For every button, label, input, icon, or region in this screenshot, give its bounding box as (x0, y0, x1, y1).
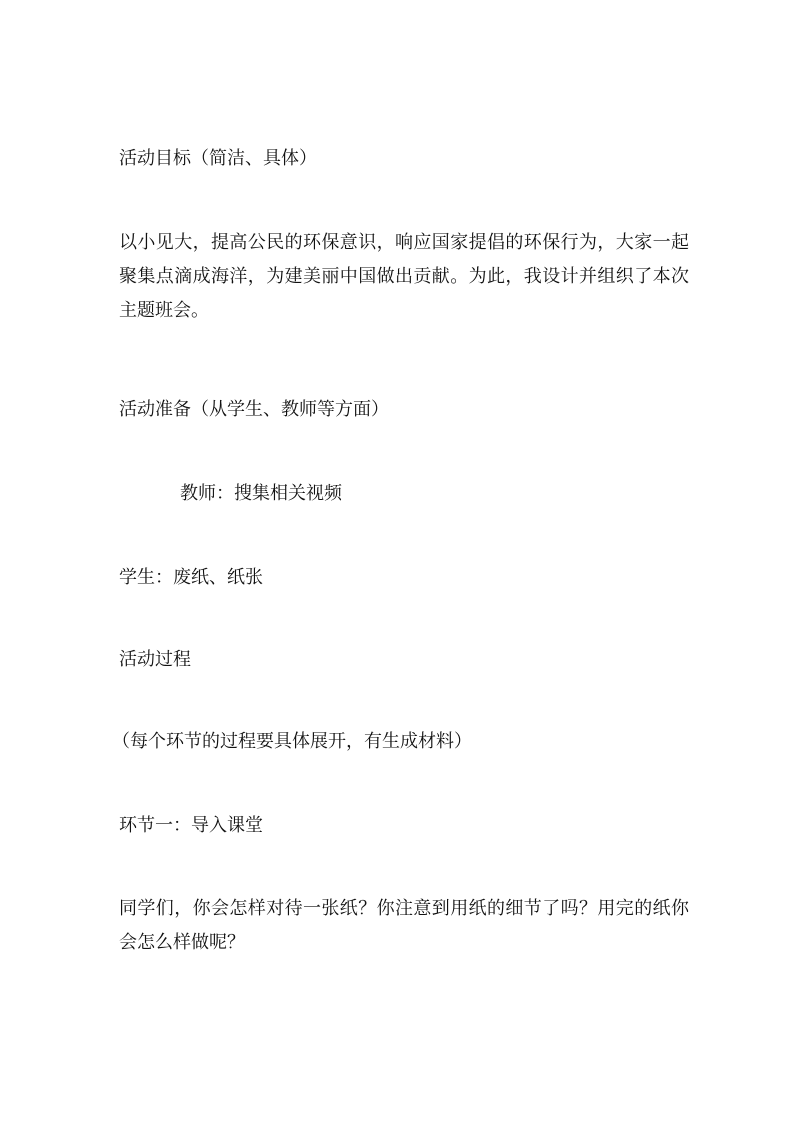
heading-activity-preparation: 活动准备（从学生、教师等方面） (119, 399, 389, 420)
teacher-preparation: 教师：搜集相关视频 (180, 483, 342, 504)
step-one-paragraph: 同学们，你会怎样对待一张纸？你注意到用纸的细节了吗？用完的纸你会怎么样做呢？ (119, 898, 689, 953)
student-preparation: 学生：废纸、纸张 (119, 567, 263, 588)
step-one-title: 环节一：导入课堂 (119, 815, 263, 836)
heading-activity-process: 活动过程 (119, 649, 191, 670)
process-note: （每个环节的过程要具体展开，有生成材料） (112, 731, 472, 752)
heading-activity-goal: 活动目标（简洁、具体） (119, 148, 317, 169)
activity-goal-paragraph: 以小见大，提高公民的环保意识，响应国家提倡的环保行为，大家一起聚集点滴成海洋，为建美丽中国做出贡献。为此，我设计并组织了本次主题班会。 (119, 232, 689, 321)
